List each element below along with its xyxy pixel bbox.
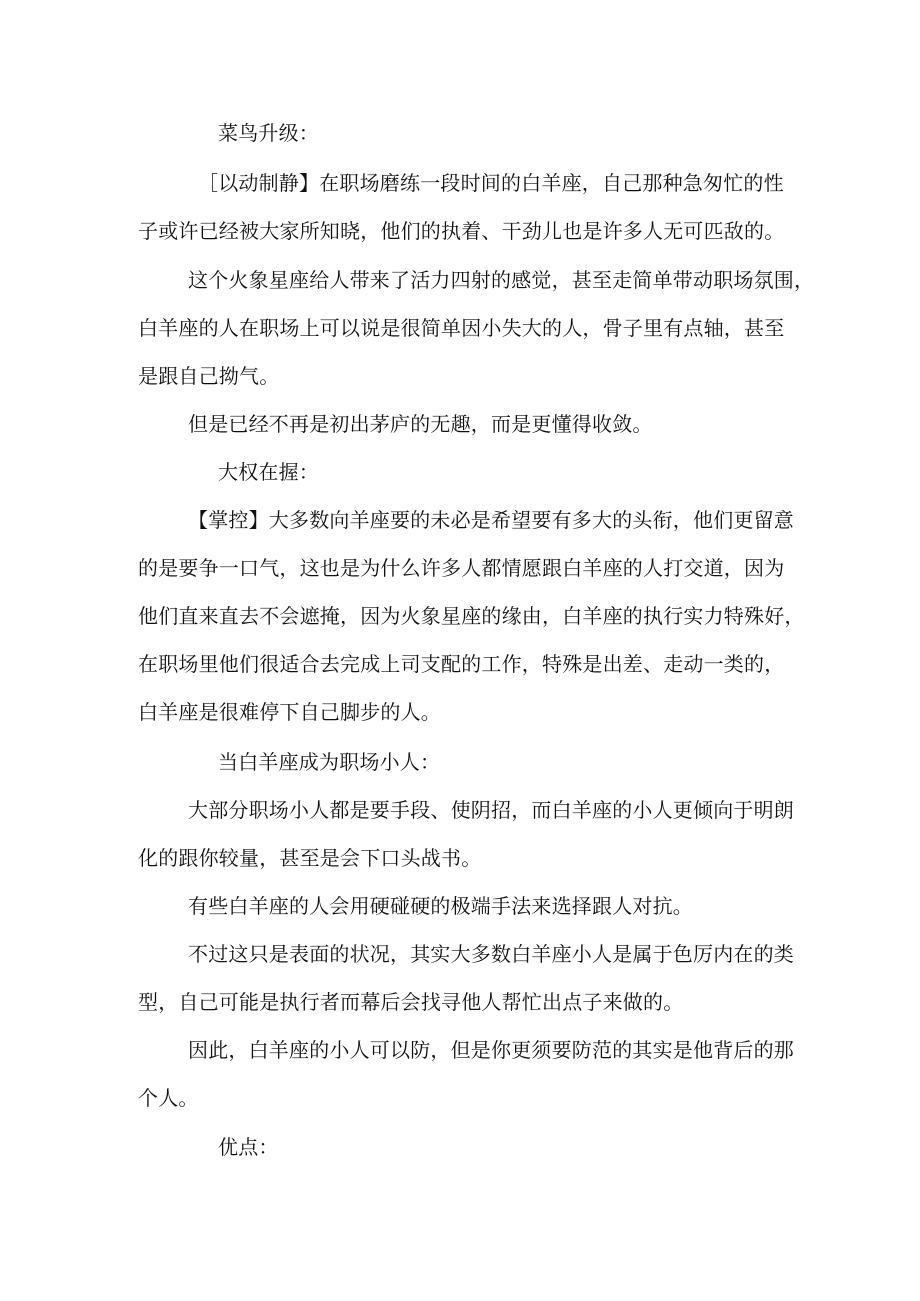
paragraph-line: 个人。 [138,1086,199,1110]
paragraph-line: 大部分职场小人都是要手段、使阴招，而白羊座的小人更倾向于明朗 [188,798,794,822]
paragraph-line: 是跟自己拗气。 [138,364,280,388]
paragraph-line: ［以动制静】在职场磨练一段时间的白羊座，自己那种急匆忙的性 [198,171,784,195]
paragraph-line: 型，自己可能是执行者而幕后会找寻他人帮忙出点子来做的。 [138,990,684,1014]
paragraph-line: 因此，白羊座的小人可以防，但是你更须要防范的其实是他背后的那 [188,1038,794,1062]
heading-power-in-hand: 大权在握： [218,460,319,484]
paragraph-line: 有些白羊座的人会用硬碰硬的极端手法来选择跟人对抗。 [188,894,693,918]
paragraph-line: 白羊座是很难停下自己脚步的人。 [138,700,441,724]
paragraph-line: 在职场里他们很适合去完成上司支配的工作，特殊是出差、走动一类的， [138,652,785,676]
heading-workplace-villain: 当白羊座成为职场小人： [218,750,441,774]
paragraph-line: 他们直来直去不会遮掩，因为火象星座的缘由，白羊座的执行实力特殊好， [138,604,805,628]
paragraph-line: 的是要争一口气，这也是为什么许多人都情愿跟白羊座的人打交道，因为 [138,556,785,580]
paragraph-line: 化的跟你较量，甚至是会下口头战书。 [138,846,482,870]
paragraph-line: 白羊座的人在职场上可以说是很简单因小失大的人，骨子里有点轴，甚至 [138,316,785,340]
paragraph-line: 【掌控】大多数向羊座要的未必是希望要有多大的头衔，他们更留意 [188,508,794,532]
paragraph-line: 这个火象星座给人带来了活力四射的感觉，甚至走简单带动职场氛围， [188,268,815,292]
paragraph-line: 不过这只是表面的状况，其实大多数白羊座小人是属于色厉内在的类 [188,942,794,966]
heading-advantages: 优点： [218,1135,279,1159]
heading-rookie-upgrade: 菜鸟升级： [218,121,319,145]
paragraph-line: 子或许已经被大家所知晓，他们的执着、干劲儿也是许多人无可匹敌的。 [138,219,785,243]
paragraph-line: 但是已经不再是初出茅庐的无趣，而是更懂得收敛。 [188,412,653,436]
